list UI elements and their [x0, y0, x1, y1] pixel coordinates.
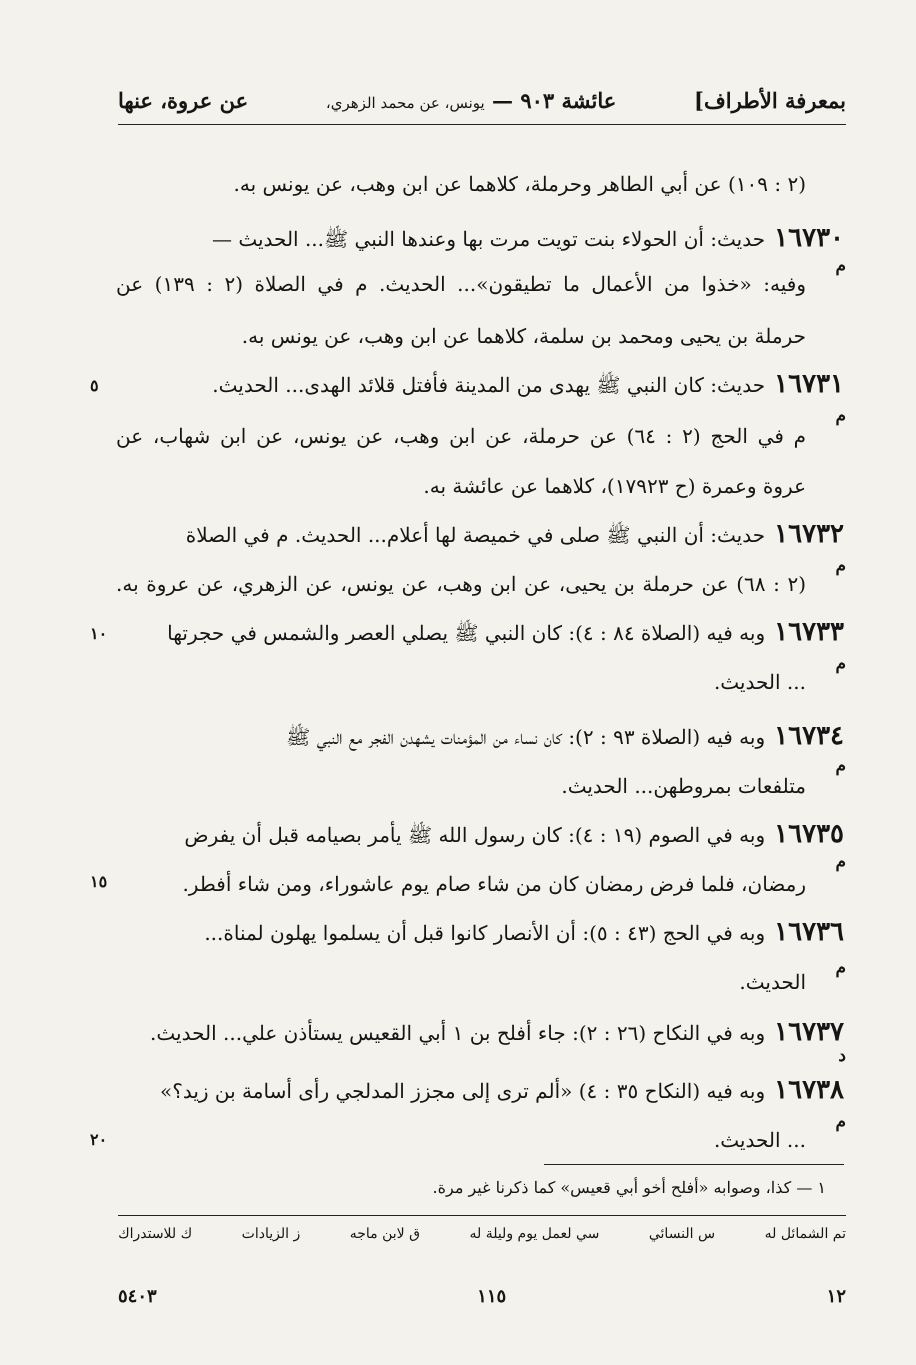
source-siglum: م — [835, 958, 846, 978]
running-header — [118, 82, 846, 118]
hadith-number: ١٦٧٣١ — [765, 369, 844, 399]
text-line — [116, 322, 806, 350]
legend-item: ز الزيادات — [241, 1226, 301, 1242]
line-text: عروة وعمرة (ح ١٧٩٢٣)، كلاهما عن عائشة به. — [423, 474, 806, 498]
source-siglum: د — [838, 1046, 846, 1066]
hadith-entry-line — [116, 918, 844, 947]
margin-line-number: ٥ — [90, 376, 99, 395]
hadith-entry-line — [116, 618, 844, 647]
line-text: (٢ : ١٠٩) عن أبي الطاهر وحرملة، كلاهما عن ابن وهب، عن يونس به. — [233, 172, 806, 196]
hadith-entry-line — [116, 370, 844, 399]
header-center-sub: يونس، عن محمد الزهري، — [325, 93, 485, 112]
header-left: عن عروة، عنها — [118, 87, 249, 113]
line-text: حديث: أن النبي ﷺ صلى في خميصة لها أعلام... الحديث. م في الصلاة — [185, 523, 766, 547]
margin-line-number: ٢٠ — [90, 1130, 108, 1149]
legend-item: ق لابن ماجه — [349, 1226, 420, 1242]
text-line — [116, 472, 806, 500]
hadith-number: ١٦٧٣٠ — [765, 223, 844, 253]
margin-line-number: ١٥ — [90, 872, 108, 891]
line-text: ... الحديث. — [713, 670, 806, 694]
line-text: وبه فيه (النكاح ٣٥ : ٤) «ألم ترى إلى مجزز المدلجي رأى أسامة بن زيد؟» — [159, 1079, 766, 1103]
text-line — [116, 1126, 806, 1154]
legend-item: سي لعمل يوم وليلة له — [469, 1226, 600, 1242]
line-text: ... الحديث. — [713, 1128, 806, 1152]
abbreviation-legend — [118, 1226, 846, 1254]
footnote: ١ — كذا، وصوابه «أفلح أخو أبي قعيس» كما ذكرنا غير مرة. — [432, 1178, 826, 1197]
line-text: وبه فيه (الصلاة ٨٤ : ٤): كان النبي ﷺ يصلي العصر والشمس في حجرتها — [167, 621, 766, 645]
line-text: م في الحج (٢ : ٦٤) عن حرملة، عن ابن وهب، عن يونس، عن ابن شهاب، عن — [116, 424, 807, 448]
hadith-entry-line — [116, 1018, 844, 1047]
hadith-number: ١٦٧٣٢ — [765, 519, 844, 549]
header-right: بمعرفة الأطراف] — [694, 87, 846, 113]
line-text: (٢ : ٦٨) عن حرملة بن يحيى، عن ابن وهب، عن يونس، عن الزهري، عن عروة به. — [116, 572, 806, 596]
footnote-rule — [544, 1164, 844, 1165]
header-rule — [118, 124, 846, 125]
hadith-number: ١٦٧٣٥ — [765, 819, 844, 849]
footer-sequence: ٥٤٠٣ — [118, 1286, 157, 1307]
source-siglum: م — [835, 852, 846, 872]
legend-item: تم الشمائل له — [764, 1226, 846, 1242]
hadith-entry-line — [116, 224, 844, 253]
line-text: وبه في الصوم (١٩ : ٤): كان رسول الله ﷺ يأمر بصيامه قبل أن يفرض — [184, 823, 766, 847]
legend-rule — [118, 1215, 846, 1216]
line-text: رمضان، فلما فرض رمضان كان من شاء صام يوم عاشوراء، ومن شاء أفطر. — [182, 872, 806, 896]
hadith-number: ١٦٧٣٧ — [765, 1017, 844, 1047]
footer-page-number: ١١٥ — [477, 1286, 507, 1307]
page-footer — [118, 1286, 846, 1312]
line-text: حديث: كان النبي ﷺ يهدى من المدينة فأفتل قلائد الهدى... الحديث. — [212, 373, 766, 397]
line-text: وبه فيه (الصلاة ٩٣ : ٢): كان نساء من المؤمنات يشهدن الفجر مع النبي ﷺ — [286, 725, 766, 749]
hadith-entry-line — [116, 1076, 844, 1105]
line-text: الحديث. — [739, 970, 806, 994]
source-siglum: م — [835, 1112, 846, 1132]
margin-line-number: ١٠ — [90, 624, 108, 643]
text-line — [116, 968, 806, 996]
text-line — [116, 170, 806, 198]
line-text: حديث: أن الحولاء بنت تويت مرت بها وعندها النبي ﷺ... الحديث — — [211, 227, 766, 251]
line-text: حرملة بن يحيى ومحمد بن سلمة، كلاهما عن ابن وهب، عن يونس به. — [241, 324, 806, 348]
source-siglum: م — [835, 756, 846, 776]
line-text: وفيه: «خذوا من الأعمال ما تطيقون»... الحديث. م في الصلاة (٢ : ١٣٩) عن — [116, 272, 806, 296]
text-line — [116, 270, 806, 298]
hadith-entry-line — [116, 520, 844, 549]
line-text: وبه في النكاح (٢٦ : ٢): جاء أفلح بن ١ أبي القعيس يستأذن علي... الحديث. — [150, 1021, 766, 1045]
legend-item: س النسائي — [648, 1226, 716, 1242]
line-text: متلفعات بمروطهن... الحديث. — [561, 774, 806, 798]
hadith-entry-line — [116, 820, 844, 849]
footer-volume: ١٢ — [826, 1286, 846, 1307]
source-siglum: م — [835, 556, 846, 576]
text-line — [116, 870, 806, 898]
text-line — [116, 570, 806, 598]
header-center — [326, 88, 616, 113]
hadith-number: ١٦٧٣٦ — [765, 917, 844, 947]
source-siglum: م — [835, 256, 846, 276]
legend-item: ك للاستدراك — [118, 1226, 193, 1242]
source-siglum: م — [835, 654, 846, 674]
text-line — [116, 668, 806, 696]
hadith-number: ١٦٧٣٨ — [765, 1075, 844, 1105]
hadith-number: ١٦٧٣٤ — [765, 721, 844, 751]
hadith-entry-line — [116, 722, 844, 751]
source-siglum: م — [835, 406, 846, 426]
text-line — [116, 772, 806, 800]
line-text: وبه في الحج (٤٣ : ٥): أن الأنصار كانوا قبل أن يسلموا يهلون لمناة... — [204, 921, 766, 945]
text-line — [116, 422, 806, 450]
header-center-main: عائشة ٩٠٣ — — [492, 87, 617, 113]
hadith-number: ١٦٧٣٣ — [765, 617, 844, 647]
